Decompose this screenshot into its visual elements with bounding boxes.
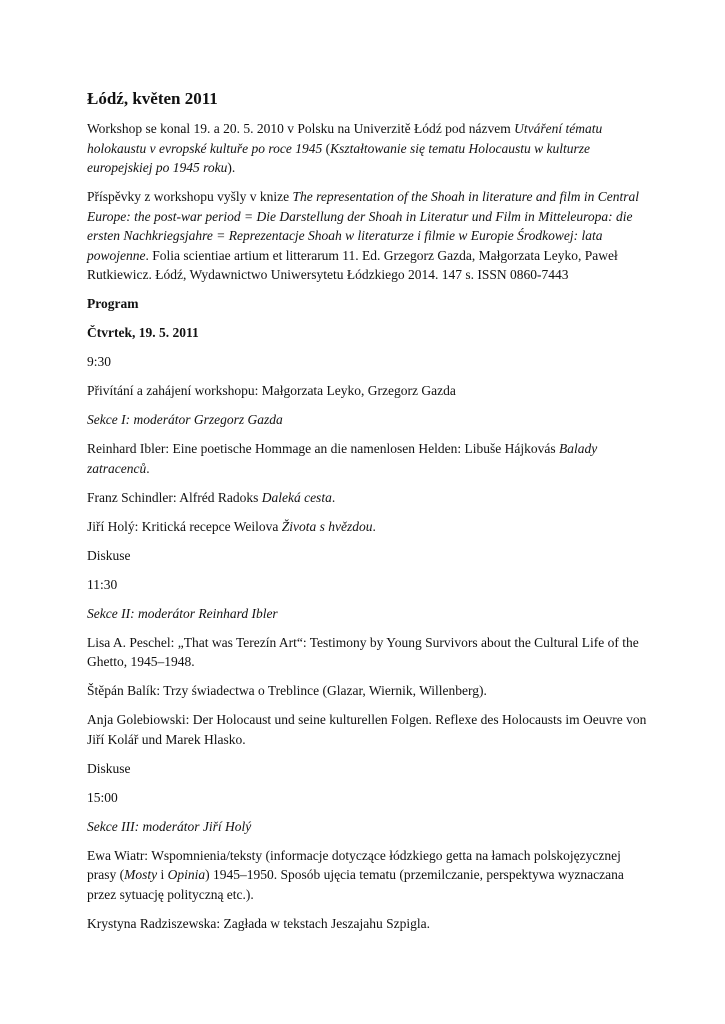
- publication-details: . Folia scientiae artium et litterarum 11. Ed. Grzegorz Gazda, Małgorzata Leyko, Paweł Rutkiewicz. Łódź, Wydawnictwo Uniwersytetu Łódzkiego 2014. 147 s. ISSN 0860-7443: [87, 247, 618, 282]
- talk-item: [87, 488, 647, 508]
- time-slot: 11:30: [87, 576, 118, 592]
- work-title: Života s hvězdou: [281, 518, 373, 534]
- periodical-title: Opinia: [167, 867, 206, 882]
- document-body: [87, 88, 647, 943]
- talk-item: Anja Golebiowski: Der Holocaust und seine kulturellen Folgen. Reflexe des Holocausts im Oeuvre von Jiří Kolář und Marek Hlasko.: [87, 712, 647, 747]
- discussion-item: Diskuse: [87, 547, 131, 563]
- talk-item: Krystyna Radziszewska: Zagłada w tekstach Jeszajahu Szpigla.: [87, 915, 431, 931]
- periodical-title: Mosty: [124, 867, 158, 882]
- talk-item: [87, 439, 647, 478]
- intro-text: (: [322, 140, 331, 156]
- workshop-title-polish: Kształtowanie się tematu Holocaustu w kulturze europejskiej po 1945 roku: [87, 140, 590, 175]
- talk-text-end: .: [372, 518, 376, 534]
- day-heading: Čtvrtek, 19. 5. 2011: [87, 325, 199, 340]
- page-title: Łódź, květen 2011: [87, 89, 218, 108]
- work-title: Daleká cesta: [261, 489, 332, 505]
- workshop-title-czech: Utváření tématu holokaustu v evropské kultuře po roce 1945: [87, 121, 603, 156]
- section-heading: Sekce III: moderátor Jiří Holý: [87, 818, 252, 834]
- talk-text: Franz Schindler: Alfréd Radoks: [87, 489, 262, 505]
- talk-item: [87, 517, 647, 537]
- talk-text-end: .: [331, 489, 336, 505]
- talk-text: Reinhard Ibler: Eine poetische Hommage an die namenlosen Helden: Libuše Hájkovás: [87, 441, 559, 456]
- work-title: Balady zatracenců: [87, 441, 598, 476]
- intro-text: Workshop se konal 19. a 20. 5. 2010 v Polsku na Univerzitě Łódź pod názvem: [87, 121, 515, 136]
- book-title: The representation of the Shoah in literature and film in Central Europe: the post-war period = Die Darstellung der Shoah in Literatur und Film in Mitteleuropa: die ersten Nachkriegsjahre = Reprezentacje Shoah w literaturze i filmie w Europie Środkowej: lata powojenne: [87, 189, 639, 263]
- program-heading: Program: [87, 296, 139, 311]
- discussion-item: Diskuse: [87, 760, 131, 776]
- time-slot: 15:00: [87, 789, 118, 805]
- section-heading: Sekce I: moderátor Grzegorz Gazda: [87, 412, 283, 427]
- intro-paragraph: [87, 119, 647, 178]
- time-slot: 9:30: [87, 354, 112, 369]
- welcome-item: Přivítání a zahájení workshopu: Małgorzata Leyko, Grzegorz Gazda: [87, 383, 456, 398]
- talk-text-end: .: [146, 460, 150, 476]
- talk-item: [87, 846, 647, 905]
- talk-text: i: [157, 867, 168, 882]
- talk-text: Ewa Wiatr: Wspomnienia/teksty (informacje dotyczące łódzkiego getta na łamach polskojęzycznej prasy (: [87, 847, 621, 882]
- talk-text: ) 1945–1950. Sposób ujęcia tematu (przemilczanie, perspektywa wyznaczana przez sytuację polityczną etc.).: [87, 867, 624, 902]
- talk-text: Jiří Holý: Kritická recepce Weilova: [87, 518, 282, 534]
- intro-text: ).: [227, 160, 236, 175]
- publication-text: Příspěvky z workshopu vyšly v knize: [87, 189, 293, 204]
- publication-paragraph: [87, 187, 647, 285]
- section-heading: Sekce II: moderátor Reinhard Ibler: [87, 605, 278, 621]
- talk-item: Lisa A. Peschel: „That was Terezín Art“: Testimony by Young Survivors about the Cultural Life of the Ghetto, 1945–1948.: [87, 634, 639, 669]
- talk-item: Štěpán Balík: Trzy świadectwa o Treblince (Glazar, Wiernik, Willenberg).: [87, 683, 487, 698]
